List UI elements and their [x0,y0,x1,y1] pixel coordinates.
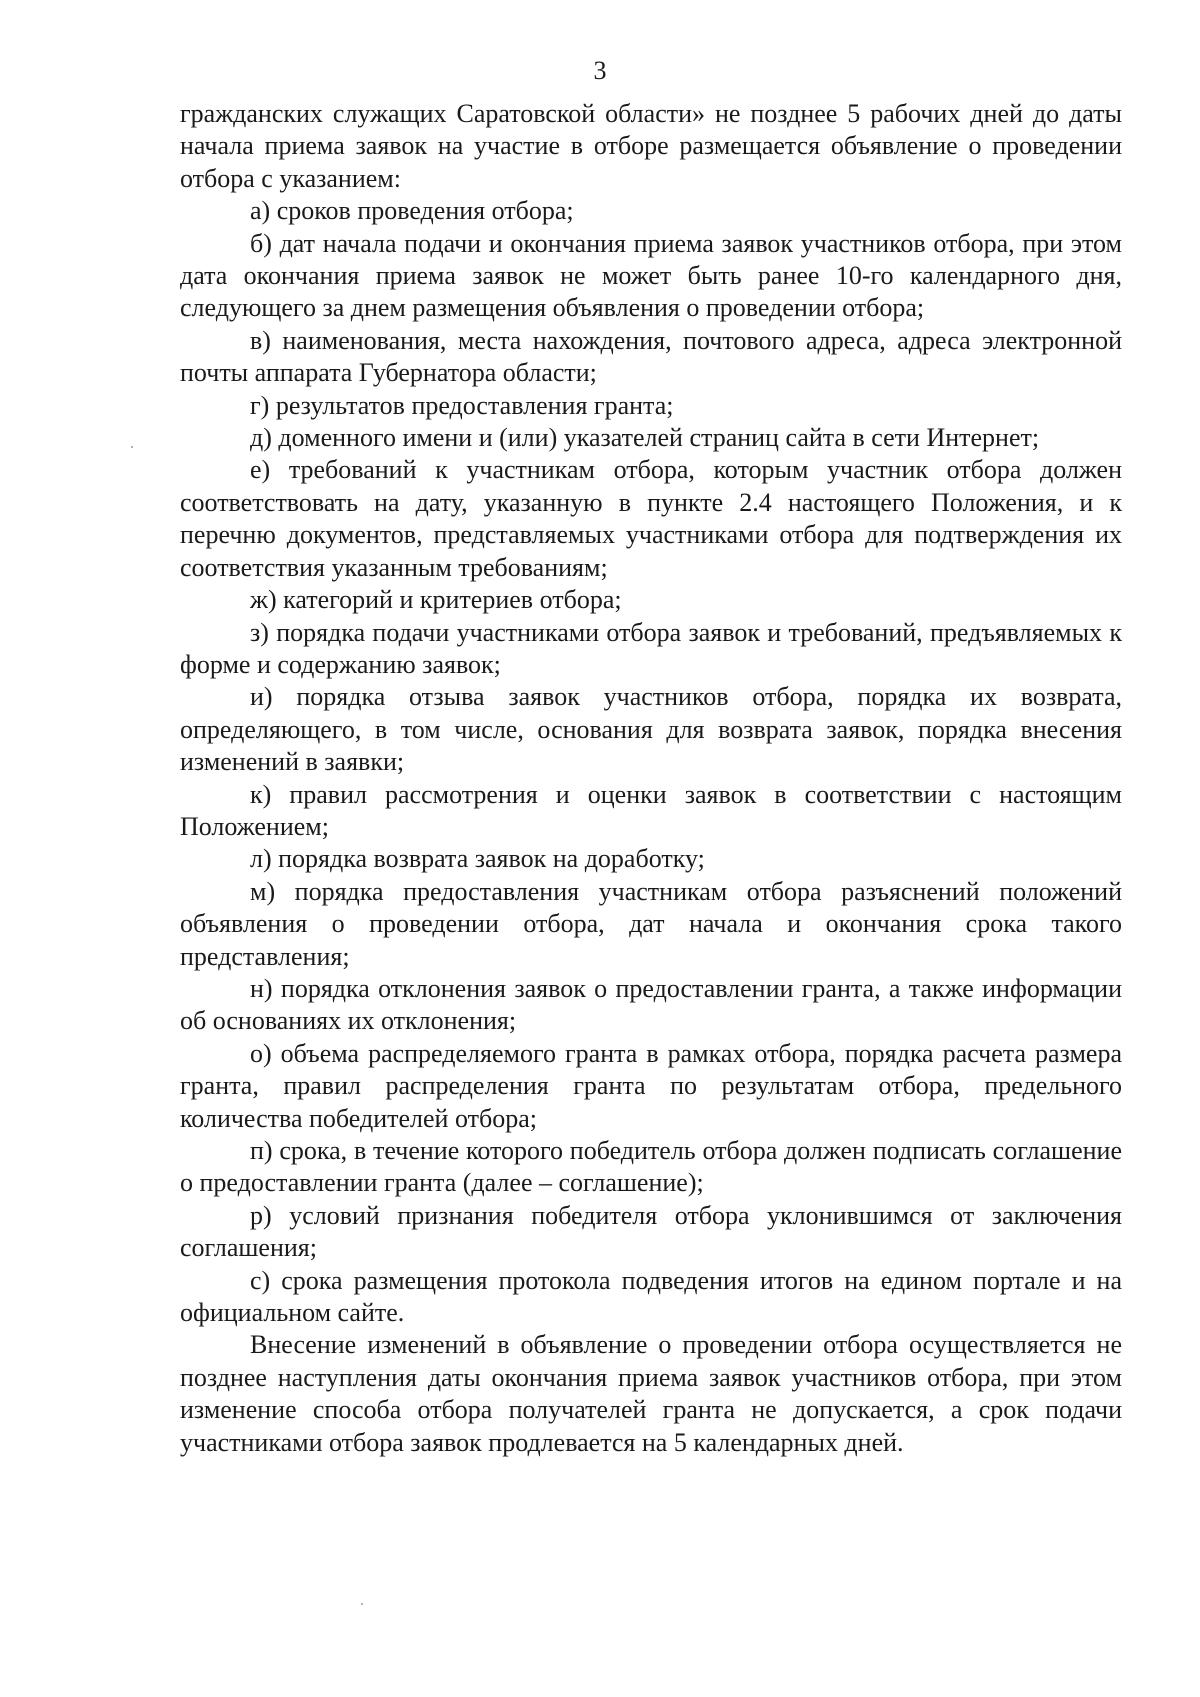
list-item-k: к) правил рассмотрения и оценки заявок в соответствии с настоящим Положением; [180,779,1122,841]
list-item-r: р) условий признания победителя отбора уклонившимся от заключения соглашения; [180,1200,1122,1263]
list-item-e: е) требований к участникам отбора, которым участник отбора должен соответствовать на дату, указанную в пункте 2.4 настоящего Положения, и к перечню документов, представляемых участниками отбора для подтверждения их соответствия указанным требованиям; [180,455,1122,582]
list-item-b: б) дат начала подачи и окончания приема заявок участников отбора, при этом дата окончания приема заявок не может быть ранее 10-го календарного дня, следующего за днем размещения объявления о проведении отбора; [180,228,1122,323]
list-item-m: м) порядка предоставления участникам отбора разъяснений положений объявления о проведении отбора, дат начала и окончания срока такого представления; [180,876,1122,971]
list-item-i: и) порядка отзыва заявок участников отбора, порядка их возврата, определяющего, в том числе, основания для возврата заявок, порядка внесения изменений в заявки; [180,682,1122,777]
paragraph-amendments: Внесение изменений в объявление о проведении отбора осуществляется не позднее наступления даты окончания приема заявок участников отбора, при этом изменение способа отбора получателей гранта не допускается, а срок подачи участниками отбора заявок продлевается на 5 календарных дней. [180,1330,1122,1457]
scan-speck [131,446,133,448]
list-item-g: г) результатов предоставления гранта; [250,390,674,420]
list-item-a: а) сроков проведения отбора; [250,196,574,226]
list-item-d: д) доменного имени и (или) указателей страниц сайта в сети Интернет; [250,423,1040,453]
list-item-zh: ж) категорий и критериев отбора; [250,585,622,615]
paragraph-intro: гражданских служащих Саратовской области» не позднее 5 рабочих дней до даты начала приема заявок на участие в отборе размещается объявление о проведении отбора с указанием: [180,99,1122,193]
list-item-v: в) наименования, места нахождения, почтового адреса, адреса электронной почты аппарата Губернатора области; [180,325,1122,388]
list-item-o: о) объема распределяемого гранта в рамках отбора, порядка расчета размера гранта, правил распределения гранта по результатам отбора, предельного количества победителей отбора; [180,1038,1122,1133]
scan-speck [361,1603,363,1605]
list-item-s: с) срока размещения протокола подведения итогов на едином портале и на официальном сайте. [180,1265,1122,1328]
list-item-n: н) порядка отклонения заявок о предоставлении гранта, а также информации об основаниях их отклонения; [180,973,1122,1036]
body-text [180,98,1122,1459]
page-number: 3 [593,56,607,85]
list-item-p: п) срока, в течение которого победитель отбора должен подписать соглашение о предоставлении гранта (далее – соглашение); [180,1136,1122,1198]
list-item-z: з) порядка подачи участниками отбора заявок и требований, предъявляемых к форме и содержанию заявок; [180,617,1122,679]
list-item-l: л) порядка возврата заявок на доработку; [250,844,705,874]
